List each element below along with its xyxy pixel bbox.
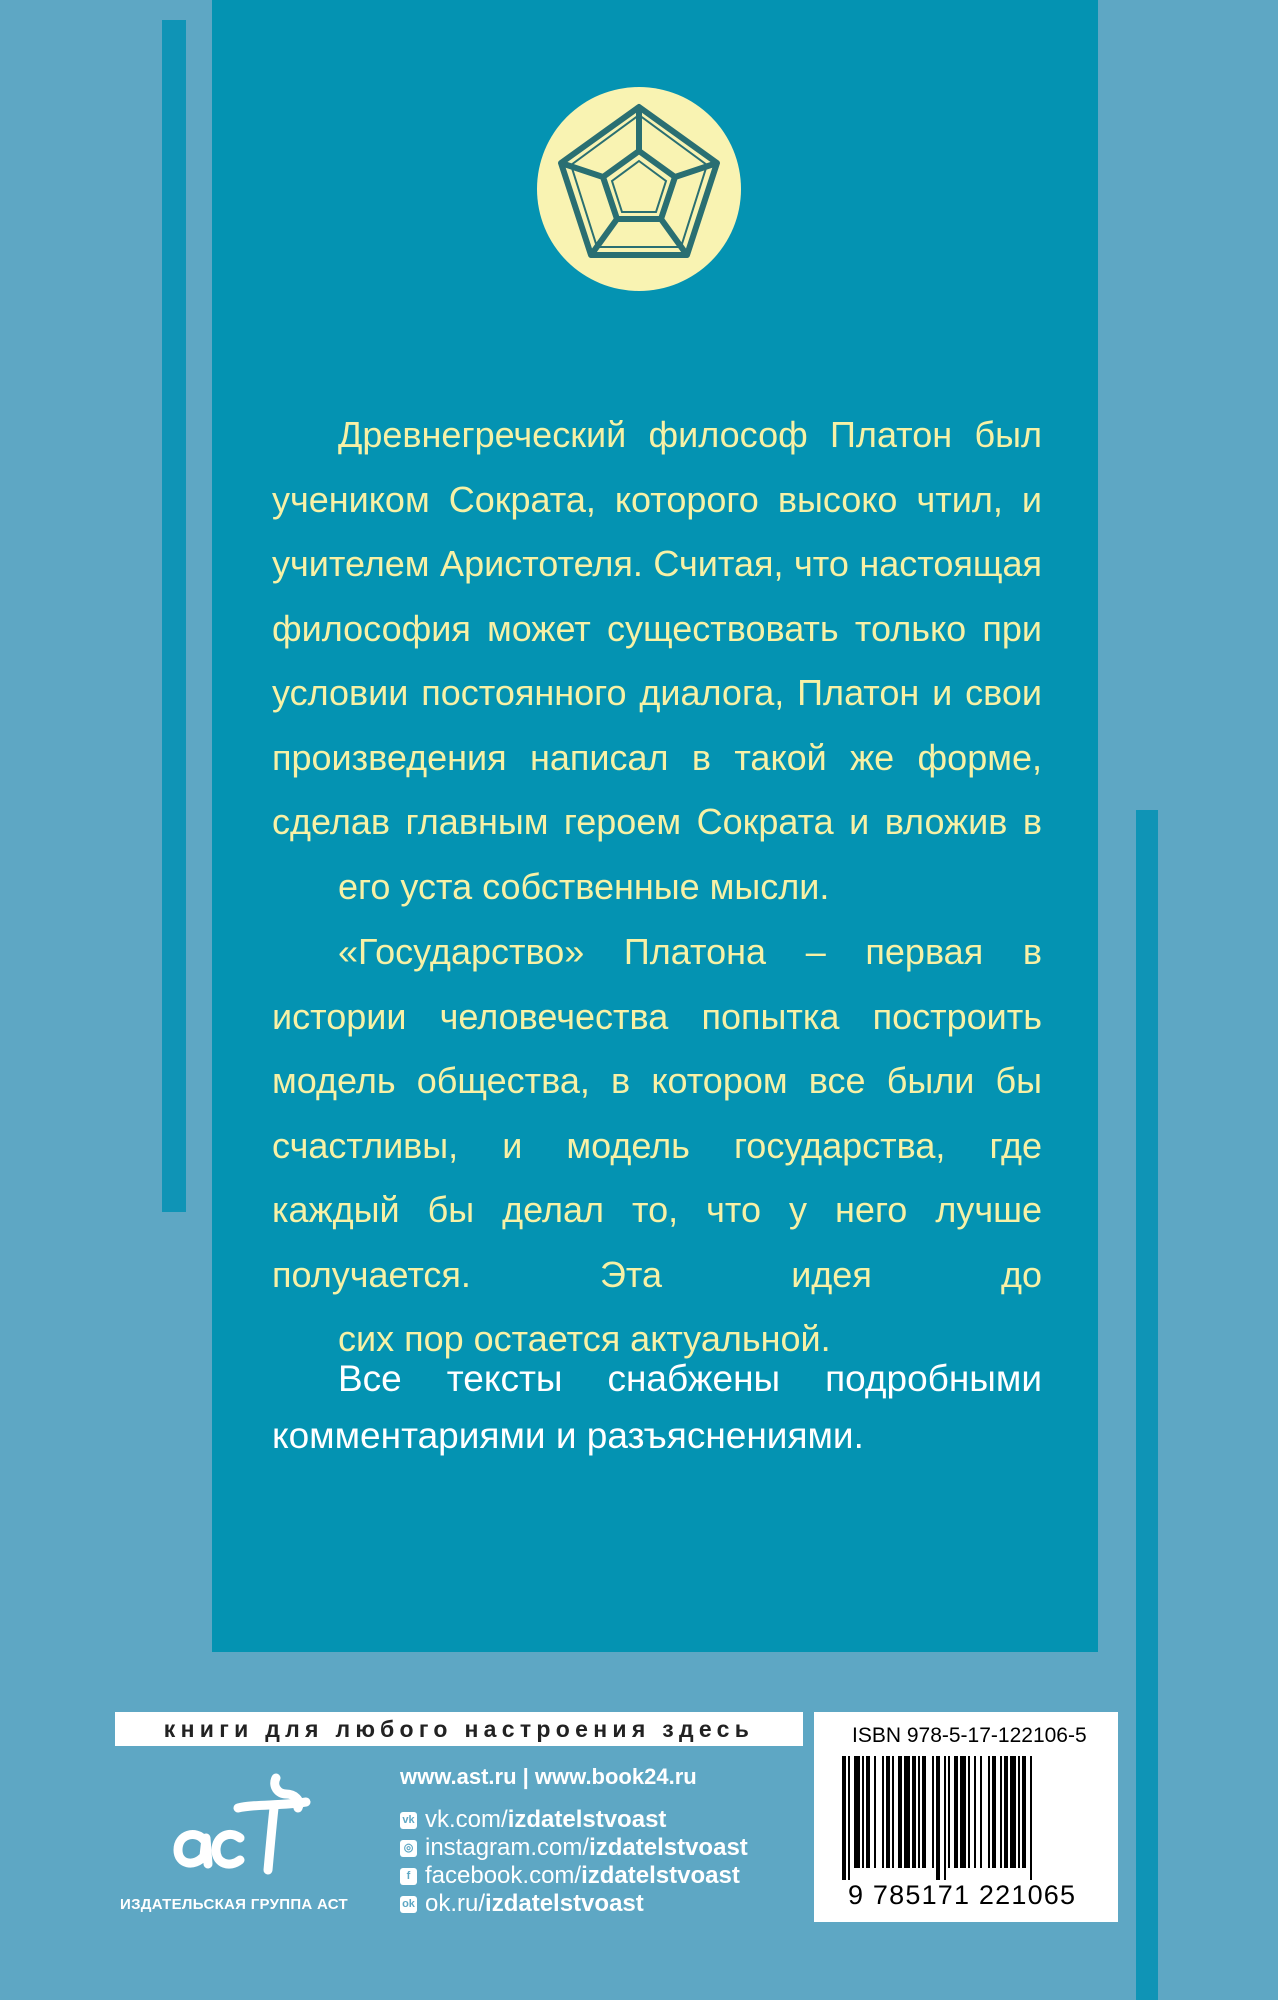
social-link-vk[interactable]: vk vk.com/ izdatelstvoast xyxy=(400,1806,666,1834)
barcode-bar xyxy=(992,1756,996,1868)
barcode-bar xyxy=(912,1756,916,1868)
barcode-bar xyxy=(892,1756,894,1868)
instagram-icon: ◎ xyxy=(400,1840,417,1857)
barcode-bar xyxy=(848,1756,850,1880)
barcode-bar xyxy=(904,1756,910,1868)
vk-icon: vk xyxy=(400,1812,417,1829)
description-paragraph-1: Древнегреческий философ Платон был учеником Сократа, которого высоко чтил, и учителем Аристотеля. Считая, что настоящая философия может существовать только при условии постоянного диалога, Платон и свои произведения написал в такой же форме, сделав главным героем Сократа и вложив в его уста собственные мысли. xyxy=(272,414,1042,907)
isbn-number: ISBN 978-5-17-122106-5 xyxy=(852,1724,1087,1747)
barcode-bar xyxy=(886,1756,890,1868)
barcode-bar xyxy=(1004,1756,1008,1868)
barcode-bar xyxy=(954,1756,958,1868)
barcode-bar xyxy=(944,1756,946,1880)
barcode-bar xyxy=(1022,1756,1026,1868)
barcode-bar xyxy=(1030,1756,1032,1880)
publisher-logo xyxy=(168,1764,318,1884)
barcode-bar xyxy=(922,1756,926,1868)
tagline-bar: книги для любого настроения здесь xyxy=(115,1712,803,1746)
web-links[interactable]: www.ast.ru | www.book24.ru xyxy=(400,1764,697,1789)
decorative-stripe-left xyxy=(162,20,186,1212)
description-paragraph-3: Все тексты снабжены подробными комментариями и разъяснениями. xyxy=(272,1358,1042,1456)
barcode-bar xyxy=(1000,1756,1002,1868)
barcode-bar xyxy=(1010,1756,1016,1868)
barcode xyxy=(842,1756,1094,1880)
isbn-block xyxy=(814,1712,1118,1922)
barcode-bar xyxy=(854,1756,860,1868)
barcode-bar xyxy=(948,1756,950,1868)
facebook-icon: f xyxy=(400,1868,417,1885)
decorative-stripe-right xyxy=(1136,810,1158,2000)
barcode-bar xyxy=(862,1756,864,1868)
social-link-facebook[interactable]: f facebook.com/ izdatelstvoast xyxy=(400,1862,740,1890)
description-paragraph-2: «Государство» Платона – первая в истории человечества попытка построить модель общества, в котором все были бы счастливы, и модель государства, где каждый бы делал то, что у него лучше получается. Эта идея до сих пор остается актуальной. xyxy=(272,931,1042,1359)
barcode-digits: 9 785171 221065 xyxy=(848,1880,1077,1910)
odnoklassniki-icon: ok xyxy=(400,1896,417,1913)
barcode-bar xyxy=(1018,1756,1020,1868)
barcode-bar xyxy=(988,1756,990,1868)
barcode-bar xyxy=(866,1756,870,1868)
barcode-bar xyxy=(882,1756,884,1868)
barcode-bar xyxy=(968,1756,970,1868)
barcode-bar xyxy=(980,1756,982,1868)
barcode-bar xyxy=(898,1756,902,1868)
barcode-bar xyxy=(842,1756,846,1880)
barcode-bar xyxy=(936,1756,940,1880)
barcode-bar xyxy=(974,1756,976,1868)
barcode-bar xyxy=(874,1756,876,1868)
barcode-bar xyxy=(932,1756,934,1868)
dodecahedron-icon xyxy=(535,85,743,293)
barcode-bar xyxy=(960,1756,966,1868)
social-link-instagram[interactable]: ◎ instagram.com/ izdatelstvoast xyxy=(400,1834,748,1862)
barcode-bar xyxy=(918,1756,920,1868)
social-link-odnoklassniki[interactable]: ok ok.ru/ izdatelstvoast xyxy=(400,1890,644,1918)
publisher-name: ИЗДАТЕЛЬСКАЯ ГРУППА АСТ xyxy=(120,1896,349,1913)
